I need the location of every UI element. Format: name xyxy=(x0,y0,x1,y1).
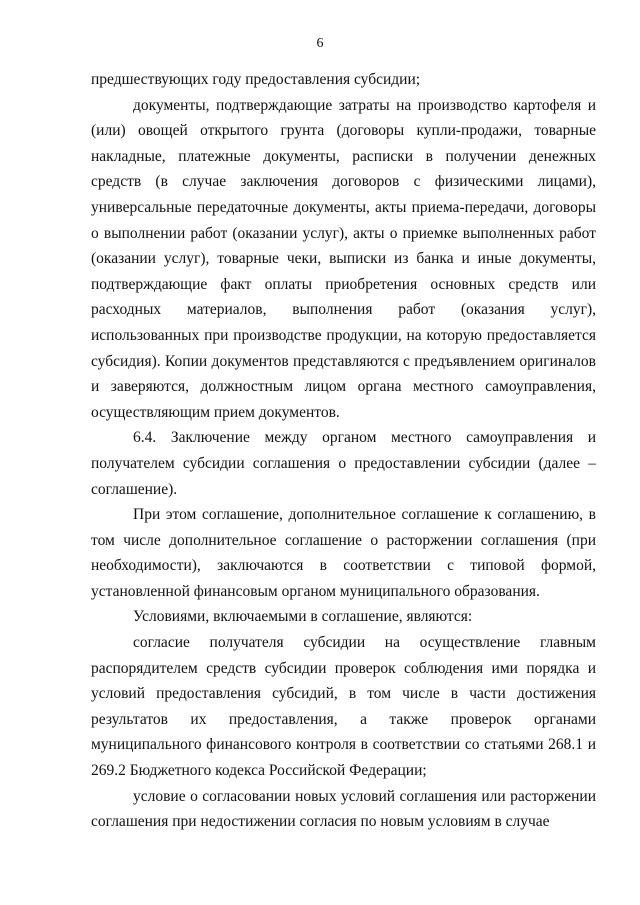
paragraph-continuation: предшествующих году предоставления субсидии; xyxy=(91,71,421,88)
paragraph-agreement-form: При этом соглашение, дополнительное соглашение к соглашению, в том числе дополнительное соглашение о расторжении соглашения (при необходимости), заключаются в соответствии с типовой формой, установленной финансовым органом муниципального образования. xyxy=(91,506,596,600)
paragraph-documents-list: документы, подтверждающие затраты на производство картофеля и (или) овощей открытого грунта (договоры купли-продажи, товарные накладные, платежные документы, расписки в получении денежных средств (в случае заключения договоров с физическими лицами), универсальные передаточные документы, акты приема-передачи, договоры о выполнении работ (оказании услуг), акты о приемке выполненных работ (оказании услуг), товарные чеки, выписки из банка и иные документы, подтверждающие факт оплаты приобретения основных средств или расходных материалов, выполнения работ (оказания услуг), использованных при производстве продукции, на которую предоставляется субсидия). Копии документов представляются с предъявлением оригиналов и заверяются, должностным лицом органа местного самоуправления, осуществляющим прием документов. xyxy=(91,96,596,421)
page-number: 6 xyxy=(316,36,324,51)
paragraph-clause-6-4: 6.4. Заключение между органом местного самоуправления и получателем субсидии соглашения о предоставлении субсидии (далее – соглашение). xyxy=(91,429,596,498)
paragraph-conditions-intro: Условиями, включаемыми в соглашение, являются: xyxy=(133,608,473,626)
document-body xyxy=(91,67,596,835)
paragraph-consent-condition: согласие получателя субсидии на осуществление главным распорядителем средств субсидии проверок соблюдения ими порядка и условий предоставления субсидий, в том числе в части достижения результатов их предоставления, а также проверок органами муниципального финансового контроля в соответствии со статьями 268.1 и 269.2 Бюджетного кодекса Российской Федерации; xyxy=(91,634,596,780)
paragraph-new-conditions: условие о согласовании новых условий соглашения или расторжении соглашения при недостижении согласия по новым условиям в случае xyxy=(91,787,596,831)
